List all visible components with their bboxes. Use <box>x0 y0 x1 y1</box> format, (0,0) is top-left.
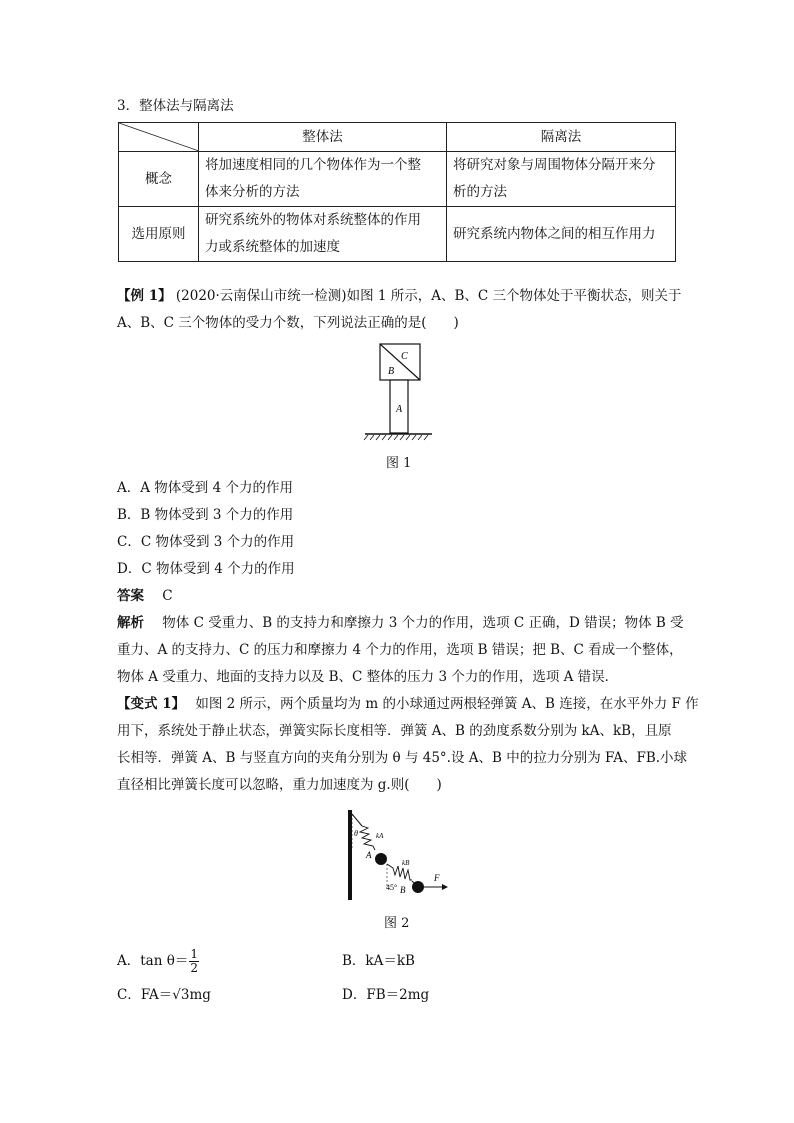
label-b: B <box>388 366 395 377</box>
table-cell: 将研究对象与周围物体分隔开来分 析的方法 <box>447 152 676 207</box>
table-row-label: 选用原则 <box>119 207 199 262</box>
answer-label: 答案 <box>117 588 144 604</box>
option-c: C．C 物体受到 3 个力的作用 <box>117 534 295 550</box>
table-row-label: 概念 <box>119 152 199 207</box>
figure-2-caption: 图 2 <box>384 916 410 931</box>
option-d: D．C 物体受到 4 个力的作用 <box>117 561 295 577</box>
table-cell: 将加速度相同的几个物体作为一个整 体来分析的方法 <box>199 152 447 207</box>
analysis-label: 解析 <box>117 615 144 631</box>
table-cell: 研究系统内物体之间的相互作用力 <box>447 207 676 262</box>
analysis-line: 物体 A 受重力、地面的支持力以及 B、C 整体的压力 3 个力的作用，选项 A 错误． <box>117 669 619 685</box>
table-cell: 研究系统外的物体对系统整体的作用 力或系统整体的加速度 <box>199 207 447 262</box>
theta-label: θ <box>354 829 358 838</box>
table-diagonal-corner <box>119 123 199 152</box>
label-c: C <box>401 351 408 362</box>
variant-1-stem-line: 【变式 1】 如图 2 所示，两个质量均为 m 的小球通过两根轻弹簧 A、B 连接，在水平外力 F 作 <box>117 696 699 712</box>
table-header-whole: 整体法 <box>199 123 447 152</box>
section-title: 3．整体法与隔离法 <box>117 98 234 114</box>
ka-label: kA <box>376 832 384 840</box>
variant-tag: 【变式 1】 <box>117 696 186 712</box>
answer-value: C <box>162 588 173 604</box>
example-1-stem-line: 【例 1】 (2020·云南保山市统一检测)如图 1 所示，A、B、C 三个物体处于平衡状态，则关于 <box>117 288 682 304</box>
variant-option-c: C．FA＝√3mg <box>117 987 211 1003</box>
variant-option-b: B．kA＝kB <box>342 953 415 969</box>
kb-label: kB <box>402 859 410 867</box>
variant-option-a: A．tan θ＝ $\frac{1}{2}$ <box>117 947 198 975</box>
variant-option-d: D．FB＝2mg <box>342 987 430 1003</box>
variant-1-stem-line: 长相等．弹簧 A、B 与竖直方向的夹角分别为 θ 与 45°.设 A、B 中的拉力分别为 FA、FB.小球 <box>117 750 688 766</box>
diagonal-line <box>119 123 199 151</box>
figure-1-caption: 图 1 <box>386 456 412 471</box>
example-tag: 【例 1】 <box>117 288 172 304</box>
spring-a-label: A <box>366 850 372 860</box>
analysis-line: 重力、A 的支持力、C 的压力和摩擦力 4 个力的作用，选项 B 错误；把 B、C 看成一个整体， <box>117 642 683 658</box>
angle-label: 45° <box>386 883 398 892</box>
analysis-line: 解析 物体 C 受重力、B 的支持力和摩擦力 3 个力的作用，选项 C 正确，D 错误；物体 B 受 <box>117 615 684 631</box>
table-header-isolated: 隔离法 <box>447 123 676 152</box>
figure-1-diagram <box>360 342 435 442</box>
option-b: B．B 物体受到 3 个力的作用 <box>117 507 294 523</box>
comparison-table <box>118 122 676 262</box>
spring-b-label: B <box>400 885 406 895</box>
force-label: F <box>434 873 440 883</box>
example-1-stem-line: A、B、C 三个物体的受力个数，下列说法正确的是( ) <box>117 315 459 331</box>
answer-line <box>117 586 173 606</box>
fraction: $\frac{1}{2}$ <box>190 947 198 975</box>
variant-1-stem-line: 用下，系统处于静止状态，弹簧实际长度相等．弹簧 A、B 的劲度系数分别为 kA、kB，且原 <box>117 723 672 739</box>
figure-2-diagram <box>338 808 458 903</box>
variant-1-stem-line: 直径相比弹簧长度可以忽略，重力加速度为 g.则( ) <box>117 777 442 793</box>
option-a: A．A 物体受到 4 个力的作用 <box>117 480 293 496</box>
label-a: A <box>396 404 403 415</box>
